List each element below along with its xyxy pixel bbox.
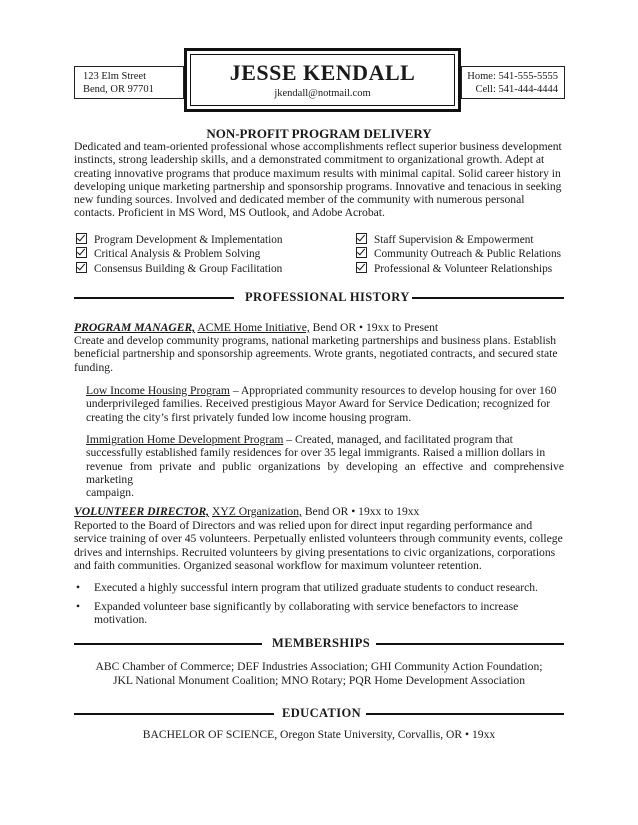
subprogram-title: Immigration Home Development Program [86,433,284,446]
bullet-icon: • [76,581,81,594]
objective-line: Dedicated and team-oriented professional whose accomplishments reflect superior business development [74,140,562,153]
objective-line: developing unique marketing partnership and sponsorship programs. Innovative and tenacious in seeking [74,179,562,193]
objective-paragraph [74,140,564,220]
job-line: drives and internships. Recruited volunteers by giving presentations to civic organizations, corporations [74,545,556,559]
phone-cell: Cell: 541-444-4444 [475,84,558,95]
address-box [74,66,184,99]
subprogram-line: successfully established family residences for over 35 legal immigrants. Raised a million dollars in [86,446,546,460]
address-line-2: Bend, OR 97701 [83,84,154,95]
subprogram-line: creating the city’s first privately funded low income housing program. [86,410,412,424]
checkbox-icon [76,233,87,244]
subprogram-line: campaign. [86,486,134,500]
skill-item: Professional & Volunteer Relationships [356,262,561,276]
skills-left [76,233,283,276]
objective-line: creating innovative programs that produce maximum results with minimal capital. Solid career history in [74,166,561,180]
education-heading: EDUCATION [282,706,362,720]
skill-item: Staff Supervision & Empowerment [356,233,561,247]
section-rule [376,643,564,645]
checkbox-icon [76,247,87,258]
subprogram-title: Low Income Housing Program [86,384,230,397]
job-line: funding. [74,360,113,374]
job-line: and faith communities. Organized seasonal workflow for maximum volunteer retention. [74,558,482,572]
job-org: XYZ Organization, [211,505,302,518]
subprogram-block [86,433,564,499]
job-title-line [74,321,438,334]
address-line-1: 123 Elm Street [83,71,146,82]
objective-line: instincts, strong leadership skills, and a demonstrated commitment to organizational growth. Adept at [74,153,545,167]
education-line: BACHELOR OF SCIENCE, Oregon State University, Corvallis, OR • 19xx [142,728,496,741]
name-box [184,48,461,112]
subprogram-line: revenue from private and public organizations by developing an effective and comprehensive marketing [86,459,564,486]
checkbox-icon [356,247,367,258]
subprogram-block [86,384,564,424]
email: jkendall@notmail.com [274,88,371,99]
job-org: ACME Home Initiative, [197,321,310,334]
subprogram-line: – Created, managed, and facilitated program that [283,433,513,446]
achievement-bullet: • Expanded volunteer base significantly by collaborating with service benefactors to increase motivation. [76,600,519,627]
job-line: beneficial partnership and sponsorship agreements. Wrote grants, negotiated contracts, and secured state [74,347,558,361]
checkbox-icon [76,262,87,273]
achievement-bullet: • Executed a highly successful intern program that utilized graduate students to conduct research. [76,581,538,594]
section-rule [74,297,234,299]
section-rule [366,713,564,715]
job-line: service training of over 45 volunteers. Perpetually enlisted volunteers through community events, college [74,532,563,546]
section-rule [74,643,262,645]
job-location-dates: Bend OR • 19xx to 19xx [301,505,420,518]
job-line: Reported to the Board of Directors and was relied upon for direct input regarding performance and [74,519,533,532]
candidate-name: JESSE KENDALL [229,60,416,85]
membership-line: ABC Chamber of Commerce; DEF Industries Association; GHI Community Action Foundation; [95,660,543,673]
skill-item: Critical Analysis & Problem Solving [76,247,283,261]
objective-line: contacts. Proficient in MS Word, MS Outlook, and Adobe Acrobat. [74,206,385,220]
job-line: Create and develop community programs, national marketing partnerships and business plans. Establish [74,334,557,347]
subprogram-line: underprivileged families. Received prestigious Mayor Award for Service Dedication; recognized for [86,397,551,411]
objective-line: new funding sources. Involved and dedicated member of the community with numerous personal [74,193,525,207]
phone-box [461,66,565,99]
job-title-line [74,505,419,518]
history-heading: PROFESSIONAL HISTORY [245,290,410,304]
section-rule [412,297,564,299]
checkbox-icon [356,233,367,244]
memberships-heading: MEMBERSHIPS [272,636,371,650]
checkbox-icon [356,262,367,273]
job-role: PROGRAM MANAGER, [74,321,196,334]
section-rule [74,713,274,715]
skills-right [356,233,561,276]
subprogram-line: – Appropriated community resources to develop housing for over 160 [229,384,557,397]
job-description [74,334,564,374]
membership-line: JKL National Monument Coalition; MNO Rotary; PQR Home Development Association [112,674,526,687]
phone-home: Home: 541-555-5555 [467,71,558,82]
job-location-dates: Bend OR • 19xx to Present [309,321,439,334]
job-role: VOLUNTEER DIRECTOR, [74,505,210,518]
skill-item: Community Outreach & Public Relations [356,247,561,261]
skill-item: Consensus Building & Group Facilitation [76,262,283,276]
bullet-icon: • [76,600,81,613]
objective-title: NON-PROFIT PROGRAM DELIVERY [206,126,432,141]
skill-item: Program Development & Implementation [76,233,283,247]
job-description [74,519,564,572]
